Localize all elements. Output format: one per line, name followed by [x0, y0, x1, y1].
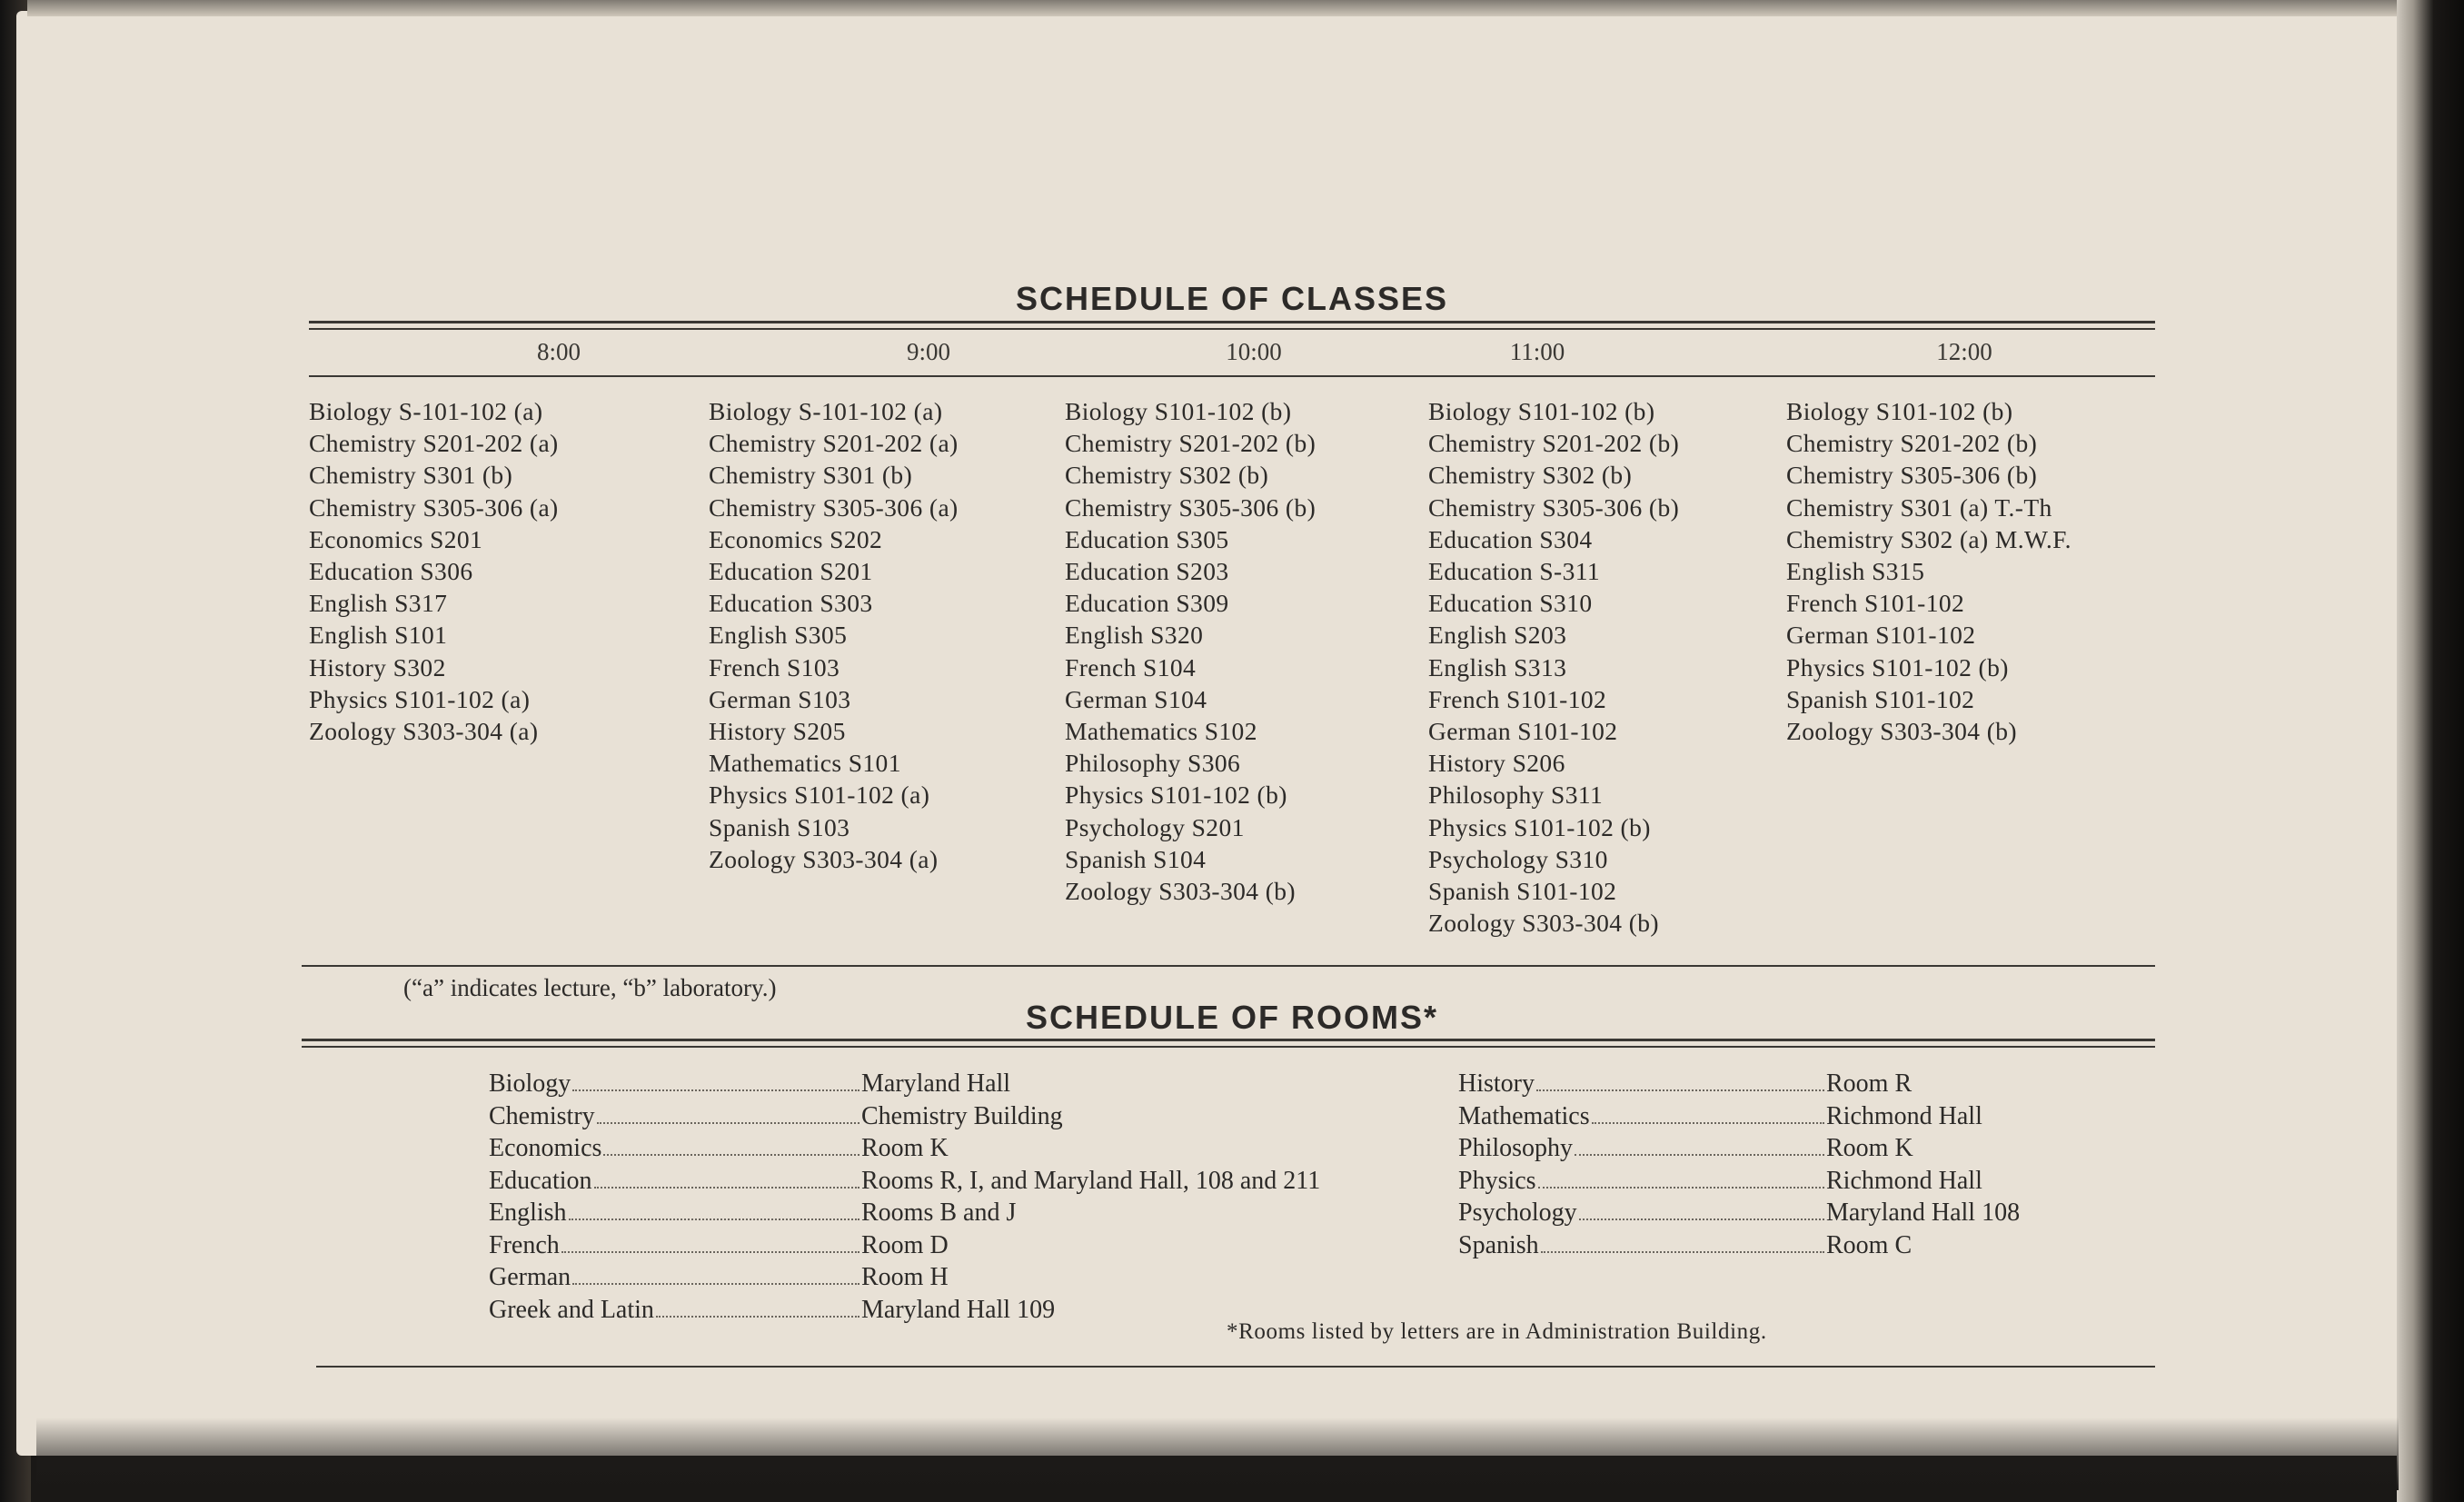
room-location: Rooms R, I, and Maryland Hall, 108 and 211 [861, 1166, 1321, 1195]
classes-bottom-rule [302, 965, 2155, 967]
book-right-edge [2397, 0, 2464, 1502]
class-entry: Psychology S310 [1428, 844, 1608, 873]
leader-dots [572, 1283, 859, 1285]
leader-dots [572, 1089, 859, 1091]
leader-dots [561, 1251, 859, 1253]
leader-dots [1536, 1089, 1824, 1091]
room-subject: English [489, 1199, 567, 1227]
class-entry: Chemistry S201-202 (b) [1065, 429, 1316, 458]
room-row [489, 1261, 1434, 1294]
class-entry: Physics S101-102 (b) [1428, 812, 1651, 841]
classes-top-rule-2 [309, 328, 2155, 330]
room-subject: Psychology [1458, 1199, 1577, 1227]
class-entry: Economics S202 [709, 524, 883, 553]
class-entry: Spanish S101-102 [1428, 877, 1617, 906]
schedule-column-9 [709, 395, 959, 875]
page-bottom-rule [316, 1366, 2155, 1368]
class-entry: Education S310 [1428, 589, 1593, 618]
class-entry: Education S305 [1065, 524, 1229, 553]
class-entry: Philosophy S306 [1065, 749, 1241, 778]
leader-dots [1579, 1219, 1824, 1220]
class-entry: Chemistry S301 (b) [709, 461, 913, 490]
leader-dots [656, 1316, 859, 1318]
class-entry: Spanish S101-102 [1786, 684, 1975, 713]
class-entry: Mathematics S102 [1065, 717, 1257, 746]
page-top-edge [27, 0, 2399, 16]
schedule-column-8 [309, 395, 559, 747]
class-entry: Zoology S303-304 (b) [1428, 909, 1659, 938]
room-subject: Biology [489, 1069, 571, 1098]
room-row [1458, 1132, 2112, 1165]
room-row [1458, 1068, 2112, 1100]
time-header-11: 11:00 [1509, 338, 1565, 365]
leader-dots [594, 1187, 859, 1189]
rooms-list-right [1458, 1068, 2112, 1261]
class-entry: Biology S101-102 (b) [1428, 397, 1655, 425]
class-entry: Zoology S303-304 (b) [1786, 717, 2017, 746]
room-location: Room K [861, 1134, 949, 1162]
class-entry: Zoology S303-304 (a) [709, 844, 939, 873]
leader-dots [603, 1154, 859, 1156]
class-entry: Chemistry S301 (a) T.-Th [1786, 492, 2052, 522]
room-location: Room R [1826, 1069, 1913, 1098]
room-location: Maryland Hall 108 [1826, 1199, 2021, 1227]
class-entry: Physics S101-102 (a) [309, 684, 531, 713]
class-entry: Chemistry S302 (a) M.W.F. [1786, 524, 2072, 553]
class-entry: Biology S101-102 (b) [1786, 397, 2013, 425]
class-entry: Physics S101-102 (b) [1786, 652, 2009, 681]
room-row [1458, 1165, 2112, 1198]
time-header-9: 9:00 [906, 338, 950, 365]
room-subject: Philosophy [1458, 1134, 1574, 1162]
classes-top-rule [309, 321, 2155, 323]
class-entry: French S103 [709, 652, 840, 681]
room-location: Chemistry Building [861, 1101, 1063, 1130]
room-subject: German [489, 1263, 571, 1291]
room-row [1458, 1197, 2112, 1229]
class-entry: Chemistry S302 (b) [1065, 461, 1269, 490]
room-row [1458, 1229, 2112, 1262]
time-header-12: 12:00 [1936, 338, 1992, 365]
class-entry: Education S304 [1428, 524, 1593, 553]
room-location: Room C [1826, 1230, 1913, 1259]
class-entry: Physics S101-102 (a) [709, 781, 930, 810]
class-entry: Chemistry S201-202 (b) [1786, 429, 2038, 458]
room-row [489, 1100, 1434, 1133]
class-entry: Physics S101-102 (b) [1065, 781, 1287, 810]
class-entry: English S317 [309, 589, 448, 618]
room-row [1458, 1100, 2112, 1133]
class-entry: Zoology S303-304 (b) [1065, 877, 1296, 906]
room-row [489, 1068, 1434, 1100]
class-entry: Education S303 [709, 589, 873, 618]
class-entry: Chemistry S305-306 (b) [1065, 492, 1316, 522]
room-location: Rooms B and J [861, 1199, 1017, 1227]
rooms-list-left [489, 1068, 1434, 1326]
class-entry: English S203 [1428, 621, 1567, 650]
class-entry: Chemistry S201-202 (a) [309, 429, 559, 458]
room-location: Richmond Hall [1826, 1101, 1982, 1130]
class-entry: Chemistry S305-306 (b) [1428, 492, 1680, 522]
class-entry: French S101-102 [1428, 684, 1607, 713]
room-row [489, 1197, 1434, 1229]
class-entry: Psychology S201 [1065, 812, 1245, 841]
class-entry: English S313 [1428, 652, 1567, 681]
class-entry: Zoology S303-304 (a) [309, 717, 539, 746]
class-entry: History S206 [1428, 749, 1565, 778]
class-entry: Education S203 [1065, 557, 1229, 586]
class-entry: Biology S101-102 (b) [1065, 397, 1292, 425]
leader-dots [1538, 1187, 1824, 1189]
leader-dots [1575, 1154, 1824, 1156]
class-entry: German S101-102 [1786, 621, 1976, 650]
room-location: Maryland Hall 109 [861, 1295, 1056, 1324]
room-subject: History [1458, 1069, 1535, 1098]
class-entry: Chemistry S201-202 (a) [709, 429, 959, 458]
room-location: Room D [861, 1230, 949, 1259]
room-subject: Chemistry [489, 1101, 595, 1130]
class-entry: Education S201 [709, 557, 873, 586]
class-entry: Spanish S103 [709, 812, 850, 841]
room-row [489, 1229, 1434, 1262]
room-location: Richmond Hall [1826, 1166, 1982, 1195]
class-entry: French S101-102 [1786, 589, 1965, 618]
class-entry: History S302 [309, 652, 446, 681]
room-subject: Spanish [1458, 1230, 1539, 1259]
room-subject: Education [489, 1166, 592, 1195]
schedule-of-rooms-title: SCHEDULE OF ROOMS* [1025, 999, 1439, 1036]
room-location: Maryland Hall [861, 1069, 1011, 1098]
class-entry: Economics S201 [309, 524, 483, 553]
room-subject: Physics [1458, 1166, 1536, 1195]
room-row [489, 1165, 1434, 1198]
rooms-top-rule-2 [302, 1046, 2155, 1048]
class-entry: English S101 [309, 621, 448, 650]
class-entry: Education S306 [309, 557, 473, 586]
class-entry: Chemistry S302 (b) [1428, 461, 1633, 490]
room-location: Room K [1826, 1134, 1913, 1162]
class-entry: Philosophy S311 [1428, 781, 1604, 810]
room-subject: Mathematics [1458, 1101, 1590, 1130]
class-entry: Biology S-101-102 (a) [709, 397, 943, 425]
class-entry: German S101-102 [1428, 717, 1618, 746]
class-entry: Mathematics S101 [709, 749, 901, 778]
room-row [489, 1132, 1434, 1165]
schedule-column-12 [1786, 395, 2072, 747]
class-entry: English S315 [1786, 557, 1925, 586]
leader-dots [597, 1122, 859, 1124]
page-bottom-edge [36, 1417, 2399, 1490]
schedule-column-11 [1428, 395, 1679, 939]
class-entry: Chemistry S301 (b) [309, 461, 513, 490]
class-entry: German S103 [709, 684, 851, 713]
class-entry: Chemistry S305-306 (a) [709, 492, 959, 522]
class-entry: Spanish S104 [1065, 844, 1207, 873]
room-subject: French [489, 1230, 560, 1259]
class-entry: German S104 [1065, 684, 1207, 713]
class-entry: Education S-311 [1428, 557, 1601, 586]
schedule-column-10 [1065, 395, 1316, 907]
leader-dots [1592, 1122, 1824, 1124]
rooms-top-rule [302, 1039, 2155, 1041]
class-entry: Chemistry S201-202 (b) [1428, 429, 1680, 458]
room-subject: Greek and Latin [489, 1295, 654, 1324]
room-location: Room H [861, 1263, 949, 1291]
rooms-footnote: *Rooms listed by letters are in Administration Building. [1227, 1319, 1767, 1344]
time-header-10: 10:00 [1226, 338, 1282, 365]
class-entry: French S104 [1065, 652, 1197, 681]
class-entry: English S320 [1065, 621, 1204, 650]
leader-dots [1541, 1251, 1824, 1253]
class-entry: History S205 [709, 717, 846, 746]
class-entry: Chemistry S305-306 (b) [1786, 461, 2038, 490]
schedule-of-classes-title: SCHEDULE OF CLASSES [1015, 280, 1449, 317]
class-entry: Education S309 [1065, 589, 1229, 618]
class-entry: English S305 [709, 621, 848, 650]
leader-dots [569, 1219, 859, 1220]
class-entry: Biology S-101-102 (a) [309, 397, 543, 425]
class-entry: Chemistry S305-306 (a) [309, 492, 559, 522]
room-subject: Economics [489, 1134, 602, 1162]
header-under-rule [309, 375, 2155, 377]
lecture-lab-note: (“a” indicates lecture, “b” laboratory.) [403, 974, 777, 1001]
time-header-8: 8:00 [536, 338, 581, 365]
